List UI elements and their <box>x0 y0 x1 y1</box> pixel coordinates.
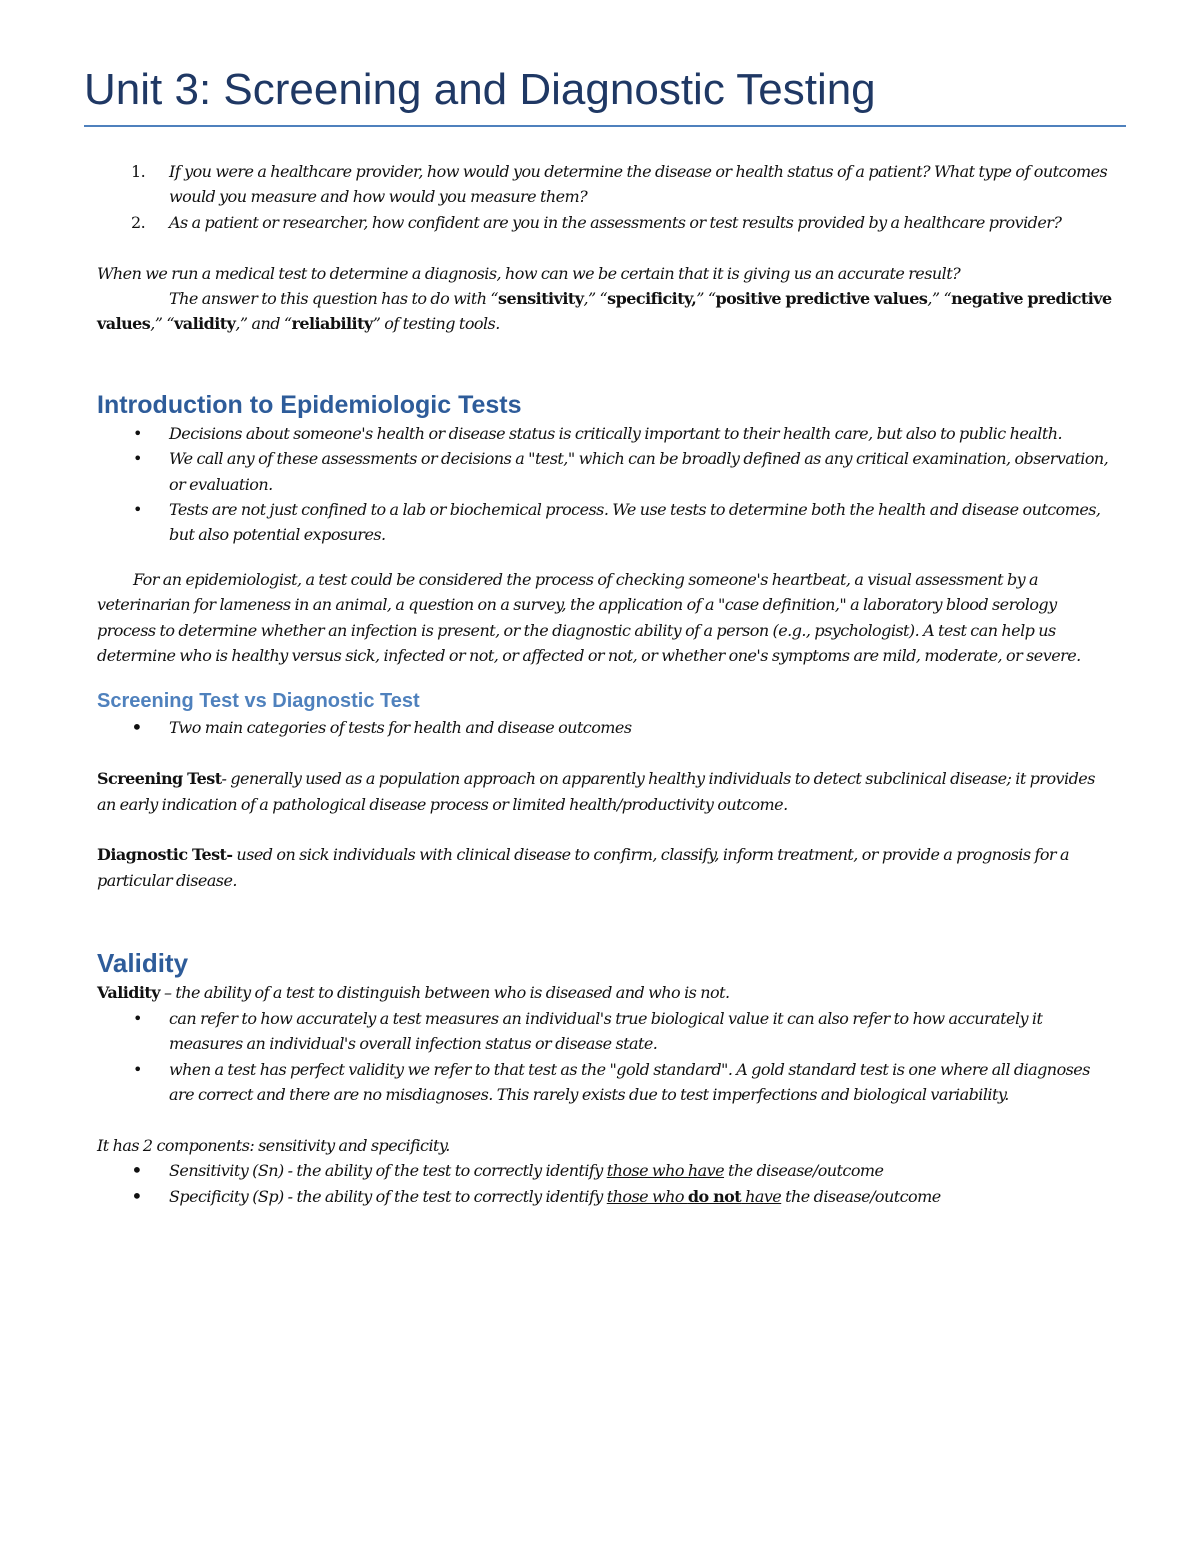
specificity-do-not: do not <box>687 1186 742 1206</box>
term-specificity: specificity, <box>607 289 697 309</box>
specificity-underlined-part: have <box>741 1186 782 1206</box>
bullet-icon: • <box>131 715 143 740</box>
section-heading-validity: Validity <box>97 948 189 979</box>
bullet-text: Two main categories of tests for health and disease outcomes <box>169 718 632 738</box>
components-intro: It has 2 components: sensitivity and specificity. <box>97 1135 450 1155</box>
term-ppv: positive predictive values <box>715 289 928 309</box>
diagnostic-test-term: Diagnostic Test- <box>97 845 233 865</box>
accuracy-question: When we run a medical test to determine a diagnosis, how can we be certain that it is giving us an accurate result? <box>97 263 961 283</box>
page-title: Unit 3: Screening and Diagnostic Testing <box>84 65 876 114</box>
bullet-icon: • <box>133 1059 142 1079</box>
term-separator: ,” “ <box>927 289 952 309</box>
question-text: As a patient or researcher, how confident are you in the assessments or test results provided by a healthcare provider? <box>169 212 1062 232</box>
screening-test-definition <box>97 766 1115 817</box>
list-item-specificity <box>97 1184 1115 1209</box>
sensitivity-text: Sensitivity (Sn) - the ability of the test to correctly identify <box>169 1161 607 1181</box>
key-terms-paragraph <box>97 286 1115 337</box>
term-validity: validity <box>174 314 236 334</box>
specificity-tail: the disease/outcome <box>781 1186 941 1206</box>
list-item <box>97 1057 1115 1108</box>
term-separator: ” “ <box>696 289 716 309</box>
screening-test-term: Screening Test <box>97 769 222 789</box>
components-bullet-list <box>97 1158 1115 1209</box>
section-heading-intro: Introduction to Epidemiologic Tests <box>97 390 522 419</box>
list-item <box>97 1006 1115 1057</box>
bullet-icon: • <box>131 1183 143 1208</box>
validity-definition <box>97 980 1115 1005</box>
screening-test-text: - generally used as a population approach on apparently healthy individuals to detect subclinical disease; it provides an early indication of a pathological disease process or limited health/productivity outcome. <box>97 769 1095 814</box>
bullet-text: We call any of these assessments or decisions a "test," which can be broadly defined as any critical examination, observation, or evaluation. <box>169 449 1109 494</box>
document-body <box>97 159 1115 1209</box>
list-item <box>97 421 1115 446</box>
question-number: 2. <box>131 212 146 232</box>
screening-bullet-list <box>97 715 1115 740</box>
specificity-underlined-part: those who <box>606 1186 688 1206</box>
validity-term: Validity <box>97 983 161 1003</box>
list-item-sensitivity <box>97 1158 1115 1183</box>
specificity-underlined <box>607 1187 781 1206</box>
intro-bullet-list <box>97 421 1115 548</box>
term-separator: ,” and “ <box>235 314 292 334</box>
term-npv: negative predictive values <box>97 289 1112 334</box>
bullet-icon: • <box>133 500 142 520</box>
bullet-icon: • <box>133 423 142 443</box>
bullet-text: can refer to how accurately a test measures an individual's true biological value it can also refer to how accurately it measures an individual's overall infection status or disease state. <box>169 1008 1043 1054</box>
list-item <box>97 446 1115 497</box>
bullet-icon: • <box>131 1158 143 1183</box>
epidemiologist-paragraph: For an epidemiologist, a test could be considered the process of checking someone's heartbeat, a visual assessment by a veterinarian for lameness in an animal, a question on a survey, the application of a "case definition," a laboratory blood serology process to determine whether an infection is present, or the diagnostic ability of a person (e.g., psychologist). A test can help us determine who is healthy versus sick, infected or not, or affected or not, or whether one's symptoms are mild, moderate, or severe. <box>97 569 1081 666</box>
diagnostic-test-text: used on sick individuals with clinical disease to confirm, classify, inform treatment, or provide a prognosis for a particular disease. <box>97 845 1069 890</box>
key-terms-tail: ” of testing tools. <box>372 314 500 334</box>
section-heading-screening: Screening Test vs Diagnostic Test <box>97 690 420 713</box>
question-item <box>97 159 1115 210</box>
bullet-text: Tests are not just confined to a lab or biochemical process. We use tests to determine both the health and disease outcomes, but also potential exposures. <box>169 500 1101 545</box>
title-underline-rule <box>84 125 1126 127</box>
validity-text: – the ability of a test to distinguish between who is diseased and who is not. <box>160 983 730 1003</box>
term-separator: ,” “ <box>150 314 174 334</box>
bullet-icon: • <box>133 449 142 469</box>
bullet-icon: • <box>133 1008 142 1028</box>
diagnostic-test-definition <box>97 842 1115 893</box>
question-text: If you were a healthcare provider, how would you determine the disease or health status of a patient? What type of outcomes would you measure and how would you measure them? <box>169 162 1108 207</box>
sensitivity-tail: the disease/outcome <box>724 1161 884 1181</box>
question-list <box>97 159 1115 235</box>
question-number: 1. <box>131 162 146 181</box>
sensitivity-underlined: those who have <box>606 1161 725 1181</box>
validity-bullet-list <box>97 1006 1115 1108</box>
key-terms-lead: The answer to this question has to do with “ <box>169 289 499 309</box>
question-item <box>97 210 1115 235</box>
bullet-text: when a test has perfect validity we refer to that test as the "gold standard". A gold standard test is one where all diagnoses are correct and there are no misdiagnoses. This rarely exists due to test imperfections and biological variability. <box>169 1059 1090 1104</box>
bullet-text: Decisions about someone's health or disease status is critically important to their health care, but also to public health. <box>169 423 1062 443</box>
term-separator: ,” “ <box>583 289 608 309</box>
specificity-text: Specificity (Sp) - the ability of the test to correctly identify <box>169 1186 607 1206</box>
term-reliability: reliability <box>291 314 373 334</box>
list-item <box>97 497 1115 548</box>
list-item <box>97 715 1115 740</box>
term-sensitivity: sensitivity <box>498 289 584 309</box>
